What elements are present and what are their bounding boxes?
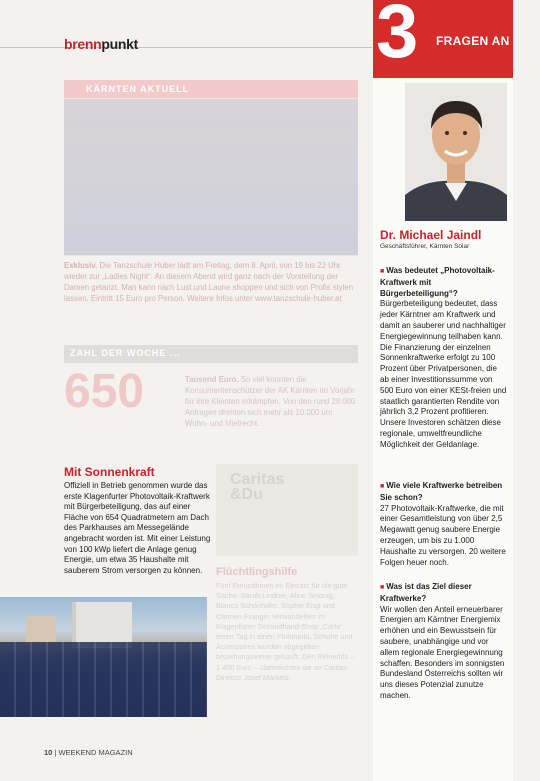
page-footer: 10 | WEEKEND MAGAZIN: [44, 748, 133, 757]
portrait-photo: [405, 83, 507, 221]
exklusiv-text: Exklusiv. Die Tanzschule Huber lädt am Freitag, dem 8. April, von 19 bis 22 Uhr wieder zur „Ladies Night“. An diesem Abend wird ganz nach der Vorstellung der Damen getanzt. Man kann nach Lust und Laune shoppen und sich von Profis stylen lassen. Eintritt 15 Euro pro Person. Weitere Infos unter www.tanzschule-huber.at: [64, 261, 354, 303]
fluechtlingshilfe-text: Fünf Freundinnen im Einsatz für die gute Sache: Sarah Lindner, Aline Smonig, Bianca Schönhofer, Sophie Engl und Carmen Pranger verwandelten im Klagenfurter Secondhand-Shop „Carla“ einen Tag in einen Flohmarkt. Schuhe und Accessoires wurden abgegeben beziehungsweise gekauft. Den Reinerlös – 1.400 Euro – überreichten sie an Caritas-Direktor Josef Marketz.: [216, 581, 355, 682]
interview-label: FRAGEN AN: [436, 34, 510, 48]
zahl-der-woche-title: ZAHL DER WOCHE ...: [70, 348, 181, 358]
qa-item: [380, 266, 508, 451]
header-rule: [0, 47, 372, 48]
photo-building-small: [26, 616, 56, 642]
zahl-text: Tausend Euro. So viel konnten die Konsumentenschützer der AK Kärnten im Vorjahr für ihre Klienten erkämpfen. Von den rund 28.000 Anfragen drehten sich mehr als 10.000 um Wohn- und Mietrecht.: [185, 375, 356, 428]
qa-item: [380, 582, 508, 702]
person-name: Dr. Michael Jaindl: [380, 228, 482, 242]
qa-item: [380, 481, 508, 568]
person-role: Geschäftsführer, Kärnten Solar: [380, 243, 470, 250]
caritas-logo: Caritas &Du: [230, 471, 285, 503]
brand-logo: brennpunkt: [64, 36, 138, 52]
qa-answer: Wir wollen den Anteil erneuerbarer Energien am Kärntner Energiemix erhöhen und ein Bewusstsein für saubere, unabhängige und vor allem regionale Energiegewinnung schaffen. Besonders im sonnigsten Bundesland Österreichs sollten wir uns dieses Potenzial zunutze machen.: [380, 604, 505, 700]
qa-question: ■ Was ist das Ziel dieser Kraftwerke?: [380, 582, 508, 605]
qa-answer: Bürgerbeteiligung bedeutet, dass jeder Kärntner am Kraftwerk und damit an sauberer und nachhaltiger Energiegewinnung teilhaben kann. Die Finanzierung der einzelnen Sonnenkraftwerke erfolgt zu 100 Prozent über Privatpersonen, die ab einer Investitionssumme von 500 Euro von einer KESt-freien und staatlich garantierten Rendite von jährlich 3,2 Prozent profitieren. Unsere Investoren schätzen diese regionale, umweltfreundliche Möglichkeit der Geldanlage.: [380, 299, 507, 449]
sonnenkraft-title: Mit Sonnenkraft: [64, 465, 155, 479]
qa-question: ■ Was bedeutet „Photovoltaik-Kraftwerk mit Bürgerbeteiligung“?: [380, 266, 508, 299]
sonnenkraft-text: Offiziell in Betrieb genommen wurde das erste Klagenfurter Photovoltaik-Kraftwerk mit Bürgerbeteiligung, das auf einer Fläche von 654 Quadratmetern am Dach des Parkhauses am Messegelände angebracht worden ist. Mit einer Leistung von 100 kWp liefert die Anlage genug Energie, um etwa 35 Haushalte mit sauberem Strom versorgen zu können.: [64, 481, 211, 575]
interview-number: 3: [376, 0, 419, 74]
zahl-number: 650: [64, 365, 145, 418]
kaernten-aktuell-title: KÄRNTEN AKTUELL: [86, 84, 190, 94]
qa-question: ■ Wie viele Kraftwerke betreiben Sie schon?: [380, 481, 508, 504]
qa-answer: 27 Photovoltaik-Kraftwerke, die mit einer Gesamtleistung von über 2,5 Megawatt genug saubere Energie erzeugen, um bis zu 1.000 Haushalte zu versorgen. 20 weitere Folgen heuer noch.: [380, 503, 506, 567]
photo-solar-panels: [0, 642, 207, 717]
event-photo: [64, 99, 358, 255]
fluechtlingshilfe-title: Flüchtlingshilfe: [216, 566, 298, 578]
